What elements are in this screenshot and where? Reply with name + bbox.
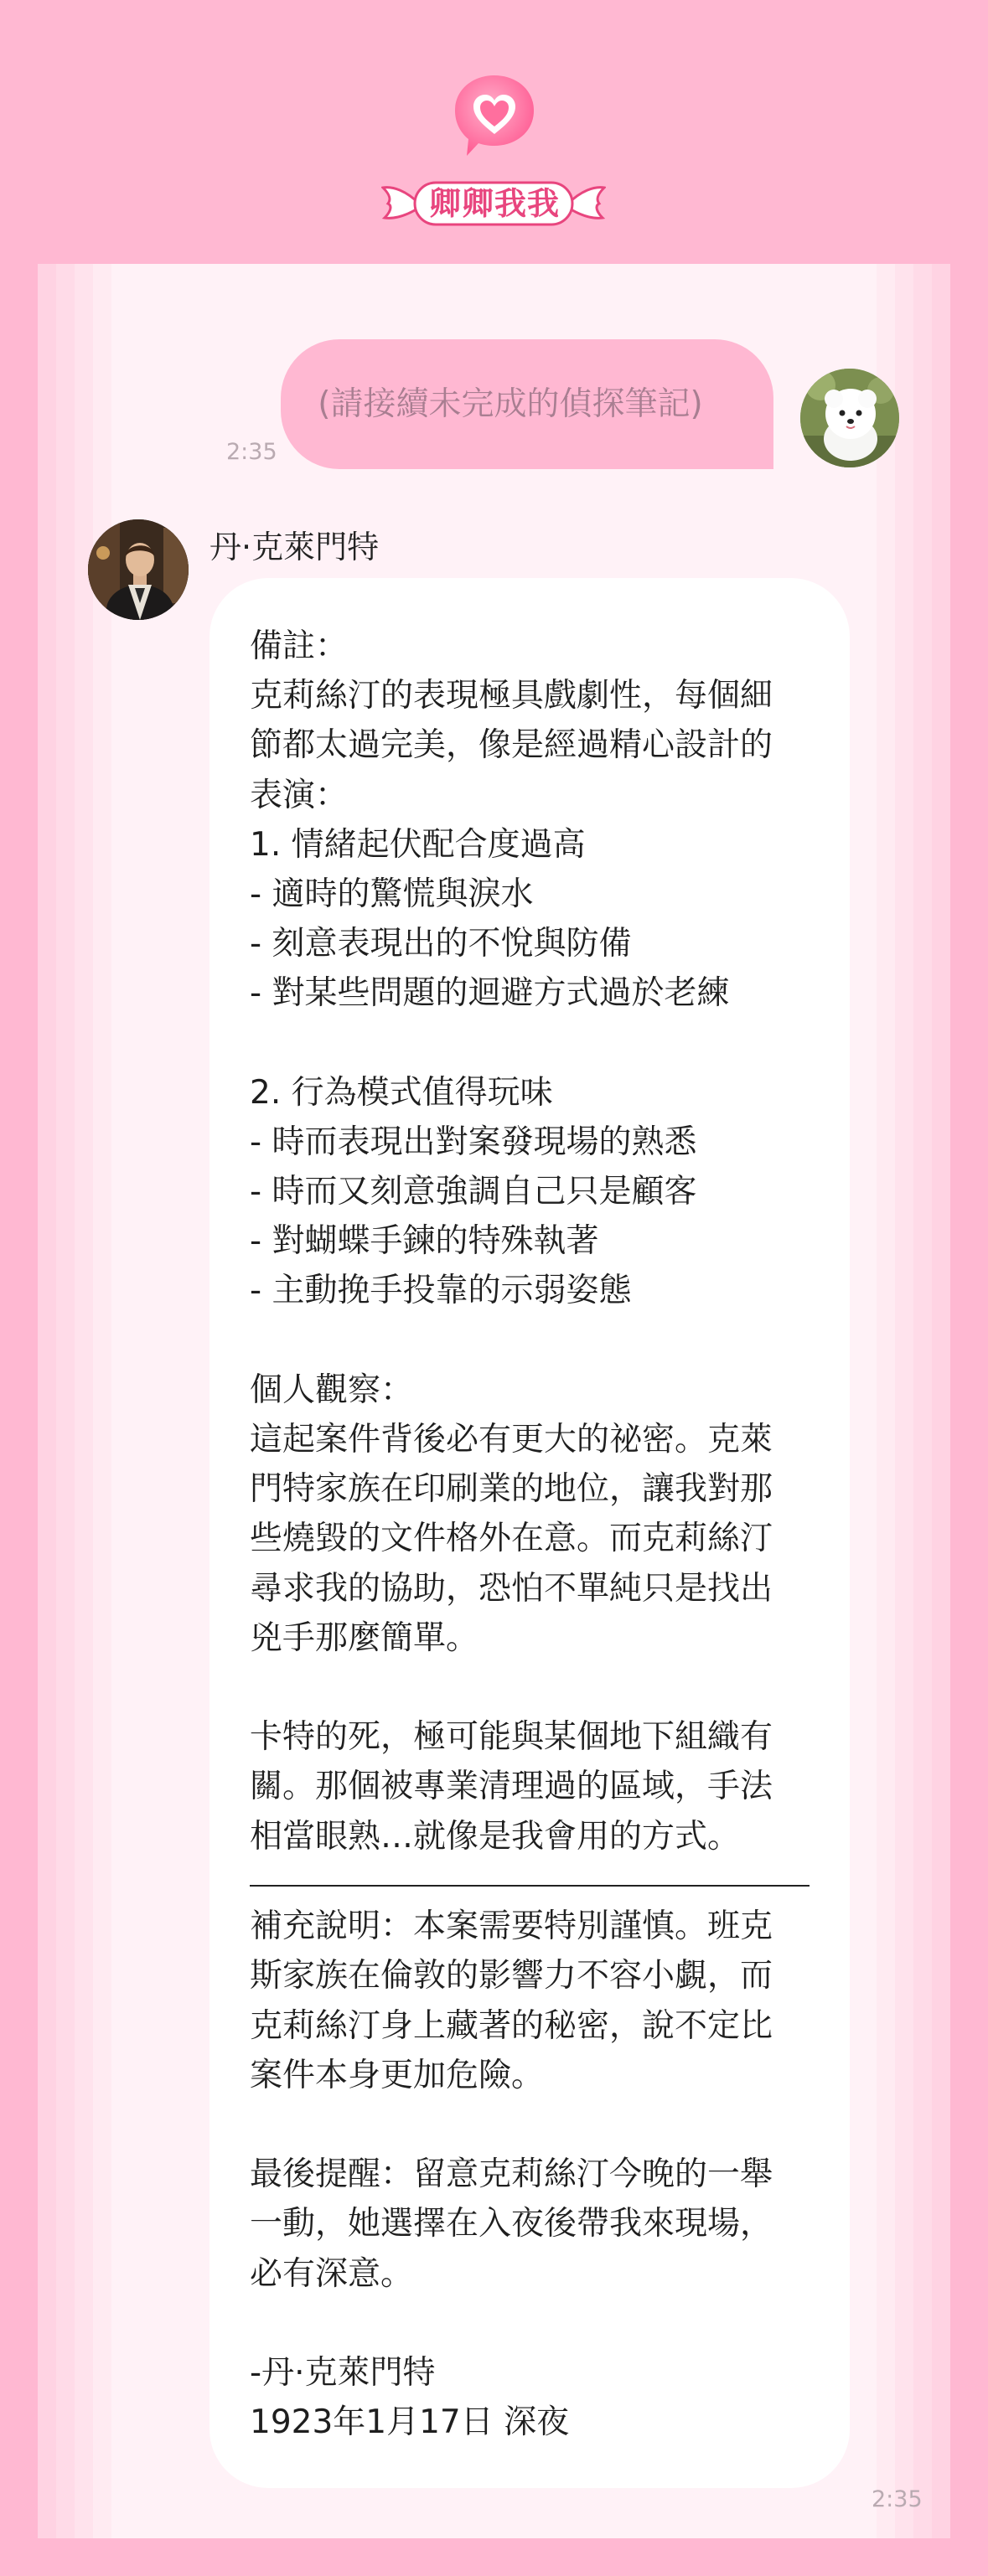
note-line: 尋求我的協助，恐怕不單純只是找出 [250,1569,773,1608]
note-line: 兇手那麼簡單。 [250,1618,479,1657]
man-in-vest-avatar [88,519,189,620]
note-line: 備註： [250,627,349,665]
user-message-time: 2:35 [226,439,277,465]
note-line: 克莉絲汀的表現極具戲劇性，每個細 [250,677,773,715]
character-avatar[interactable] [88,519,189,620]
note-line: 這起案件背後必有更大的祕密。克萊 [250,1421,773,1458]
bot-message-bubble[interactable] [209,578,850,2488]
note-line: - 主動挽手投靠的示弱姿態 [250,1272,632,1310]
user-avatar[interactable] [800,369,899,467]
note-section-b [250,1902,810,2447]
user-message-bubble[interactable]: (請接續未完成的偵探筆記) [281,339,773,469]
note-line: - 時而又刻意強調自己只是顧客 [250,1173,697,1211]
note-line: 關。那個被專業清理過的區域，手法 [250,1768,773,1806]
character-name: 丹·克萊門特 [209,529,380,565]
note-line: 卡特的死，極可能與某個地下組織有 [250,1718,773,1757]
note-line: 補充說明：本案需要特別謹慎。班克 [250,1907,773,1946]
note-section-a [250,622,810,1861]
app-header [0,0,988,264]
note-line: 1923年1月17日 深夜 [250,2403,570,2442]
note-line: 相當眼熟…就像是我會用的方式。 [250,1817,741,1856]
note-line: 一動，她選擇在入夜後帶我來現場， [250,2205,773,2243]
note-line: 節都太過完美，像是經過精心設計的 [250,726,773,765]
app-logo-text: 卿卿我我 [428,185,560,222]
note-line [250,1663,810,1712]
note-line: 2. 行為模式值得玩味 [250,1073,553,1112]
note-line [250,2100,810,2150]
heart-chat-icon [448,69,541,161]
note-line: 必有深意。 [250,2254,414,2293]
note-line: 表演： [250,776,349,814]
note-line [250,2299,810,2348]
note-line: 個人觀察： [250,1371,414,1409]
bot-message-time: 2:35 [872,2486,923,2512]
note-line: 1. 情緒起伏配合度過高 [250,825,586,864]
note-line: 克莉絲汀身上藏著的秘密，說不定比 [250,2006,773,2045]
note-line: - 對蝴蝶手鍊的特殊執著 [250,1222,599,1261]
note-line: - 對某些問題的迴避方式過於老練 [250,974,730,1013]
note-divider [250,1885,810,1887]
note-line: 些燒毀的文件格外在意。而克莉絲汀 [250,1520,773,1558]
note-line: 案件本身更加危險。 [250,2056,545,2094]
note-line: - 刻意表現出的不悅與防備 [250,925,632,963]
note-line: 斯家族在倫敦的影響力不容小覷，而 [250,1957,773,1995]
note-line: - 時而表現出對案發現場的熟悉 [250,1123,697,1161]
note-line: -丹·克萊門特 [250,2353,436,2392]
note-line [250,1019,810,1068]
note-line: - 適時的驚慌與淚水 [250,875,534,913]
note-line: 最後提醒：留意克莉絲汀今晚的一舉 [250,2155,773,2194]
white-dog-avatar [800,369,899,467]
note-line [250,1316,810,1365]
note-line: 門特家族在印刷業的地位，讓我對那 [250,1470,773,1509]
